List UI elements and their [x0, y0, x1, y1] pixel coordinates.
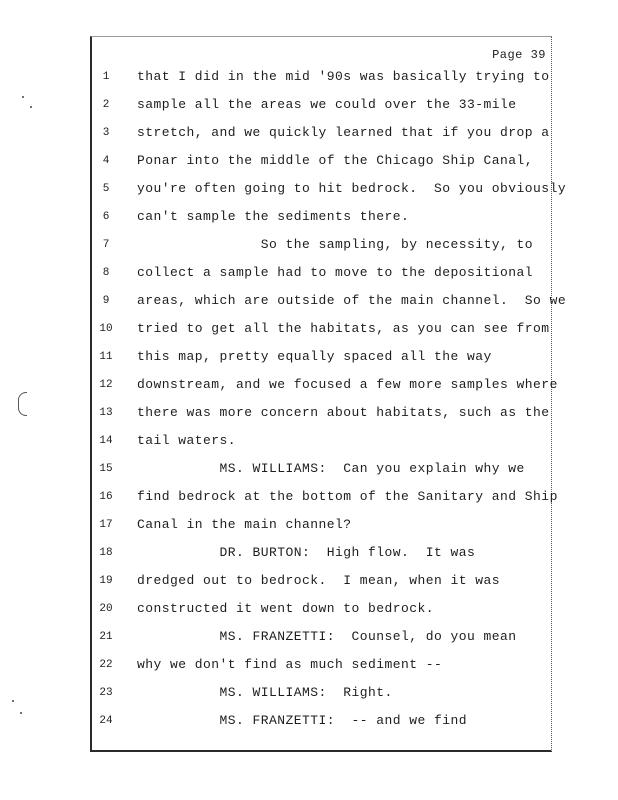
line-number: 4 — [102, 155, 110, 167]
line-text: MS. WILLIAMS: Right. — [137, 685, 393, 700]
line-number: 23 — [99, 687, 113, 699]
transcript-line — [0, 265, 618, 281]
line-number: 16 — [99, 491, 113, 503]
line-number: 7 — [102, 239, 110, 251]
transcript-line — [0, 489, 618, 505]
transcript-line — [0, 657, 618, 673]
transcript-line — [0, 573, 618, 589]
line-text: that I did in the mid '90s was basically trying to — [137, 69, 550, 84]
line-number: 21 — [99, 631, 113, 643]
line-number: 3 — [102, 127, 110, 139]
line-text: dredged out to bedrock. I mean, when it was — [137, 573, 501, 588]
line-text: sample all the areas we could over the 33-mile — [137, 97, 517, 112]
transcript-line — [0, 237, 618, 253]
line-text: tried to get all the habitats, as you can see from — [137, 321, 550, 336]
line-number: 8 — [102, 267, 110, 279]
line-number: 24 — [99, 715, 113, 727]
line-text: MS. WILLIAMS: Can you explain why we — [137, 461, 525, 476]
line-text: MS. FRANZETTI: Counsel, do you mean — [137, 629, 517, 644]
line-number: 2 — [102, 99, 110, 111]
line-number: 12 — [99, 379, 113, 391]
line-text: Canal in the main channel? — [137, 517, 352, 532]
line-number: 6 — [102, 211, 110, 223]
page-number: Page 39 — [492, 48, 546, 62]
transcript-line — [0, 293, 618, 309]
line-text: there was more concern about habitats, such as the — [137, 405, 550, 420]
line-text: tail waters. — [137, 433, 237, 448]
transcript-line — [0, 349, 618, 365]
line-text: constructed it went down to bedrock. — [137, 601, 435, 616]
transcript-line — [0, 545, 618, 561]
transcript-line — [0, 321, 618, 337]
line-text: So the sampling, by necessity, to — [137, 237, 534, 252]
transcript-line — [0, 69, 618, 85]
line-number: 14 — [99, 435, 113, 447]
line-number: 19 — [99, 575, 113, 587]
transcript-line — [0, 181, 618, 197]
transcript-line — [0, 97, 618, 113]
line-text: MS. FRANZETTI: -- and we find — [137, 713, 468, 728]
transcript-line — [0, 629, 618, 645]
line-number: 13 — [99, 407, 113, 419]
transcript-line — [0, 713, 618, 729]
line-number: 11 — [99, 351, 113, 363]
line-text: DR. BURTON: High flow. It was — [137, 545, 476, 560]
line-number: 18 — [99, 547, 113, 559]
line-number: 22 — [99, 659, 113, 671]
transcript-line — [0, 405, 618, 421]
line-text: find bedrock at the bottom of the Sanitary and Ship — [137, 489, 558, 504]
line-number: 10 — [99, 323, 113, 335]
line-number: 1 — [102, 71, 110, 83]
line-text: Ponar into the middle of the Chicago Ship Canal, — [137, 153, 534, 168]
line-number: 9 — [102, 295, 110, 307]
transcript-line — [0, 433, 618, 449]
line-text: this map, pretty equally spaced all the way — [137, 349, 492, 364]
transcript-line — [0, 685, 618, 701]
line-number: 20 — [99, 603, 113, 615]
line-text: downstream, and we focused a few more samples where — [137, 377, 558, 392]
line-number: 17 — [99, 519, 113, 531]
line-number: 5 — [102, 183, 110, 195]
line-number: 15 — [99, 463, 113, 475]
line-text: can't sample the sediments there. — [137, 209, 410, 224]
line-text: collect a sample had to move to the depositional — [137, 265, 534, 280]
line-text: why we don't find as much sediment -- — [137, 657, 443, 672]
transcript-line — [0, 209, 618, 225]
line-text: you're often going to hit bedrock. So you obviously — [137, 181, 567, 196]
transcript-line — [0, 601, 618, 617]
transcript-line — [0, 125, 618, 141]
line-text: stretch, and we quickly learned that if you drop a — [137, 125, 550, 140]
transcript-line — [0, 377, 618, 393]
line-text: areas, which are outside of the main channel. So we — [137, 293, 567, 308]
transcript-line — [0, 153, 618, 169]
transcript-line — [0, 461, 618, 477]
transcript-line — [0, 517, 618, 533]
